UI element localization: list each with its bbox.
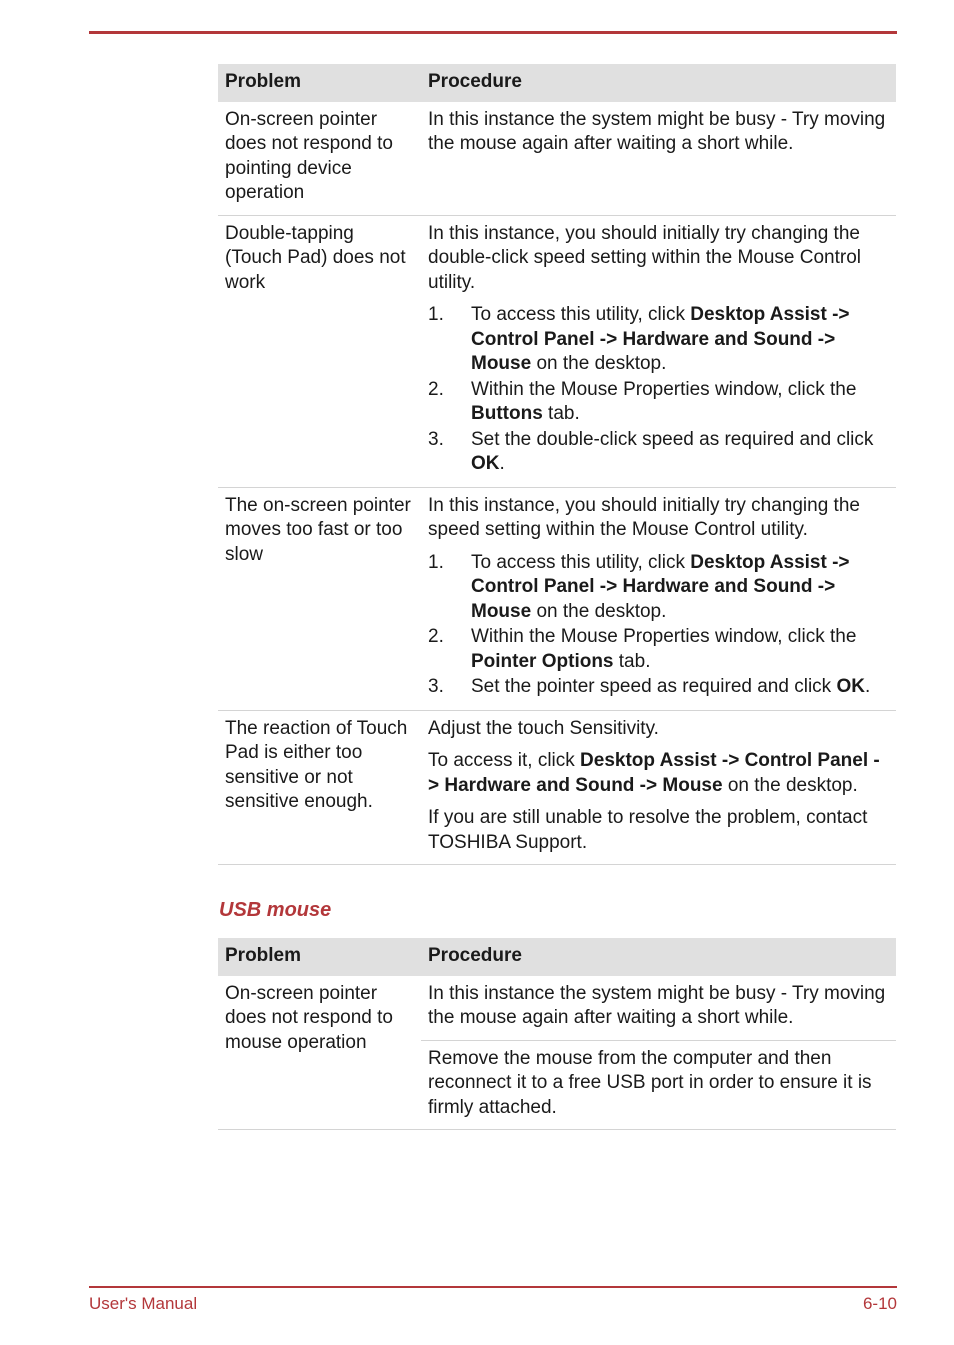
problem-cell: On-screen pointer does not respond to pointing device operation — [218, 102, 421, 216]
troubleshooting-table-usb-mouse — [218, 938, 896, 1130]
step-text: To access this utility, click — [471, 551, 691, 573]
table-row — [218, 215, 896, 487]
step-text: Within the Mouse Properties window, click the — [471, 626, 857, 647]
bottom-rule — [89, 1286, 897, 1288]
table-row — [218, 487, 896, 710]
step-ui-label: Buttons — [471, 403, 543, 424]
header-problem: Problem — [218, 938, 421, 976]
step-text: on the desktop. — [531, 600, 667, 622]
procedure-text: In this instance the system might be busy - Try moving the mouse again after waiting a short while. — [428, 108, 886, 154]
procedure-steps — [428, 551, 889, 700]
step-text: To access this utility, click — [471, 304, 691, 325]
procedure-cell — [421, 487, 896, 710]
troubleshooting-table-touchpad — [218, 64, 896, 865]
procedure-text-part: on the desktop. — [722, 774, 858, 796]
procedure-text — [428, 749, 889, 798]
procedure-cell — [421, 710, 896, 865]
header-procedure: Procedure — [421, 938, 896, 976]
procedure-cell — [421, 1040, 896, 1130]
step-menu-path: Desktop Assist -> Control Panel -> Hardware and Sound -> Mouse — [471, 304, 850, 374]
table-row — [218, 976, 896, 1041]
step-number: 2. — [428, 378, 444, 400]
step-text: Within the Mouse Properties window, click the — [471, 378, 857, 400]
footer-manual-title: User's Manual — [89, 1294, 198, 1313]
step-number: 3. — [428, 676, 444, 697]
procedure-text: If you are still unable to resolve the problem, contact TOSHIBA Support. — [428, 807, 868, 853]
procedure-text: Remove the mouse from the computer and then reconnect it to a free USB port in order to ensure it is firmly attached. — [428, 1047, 872, 1118]
problem-cell: Double-tapping (Touch Pad) does not work — [218, 215, 421, 487]
problem-cell: On-screen pointer does not respond to mouse operation — [218, 976, 421, 1130]
procedure-text-part: To access it, click — [428, 750, 581, 771]
step-item — [428, 303, 889, 377]
procedure-cell — [421, 976, 896, 1041]
procedure-cell — [421, 215, 896, 487]
section-title-usb-mouse: USB mouse — [219, 899, 332, 921]
step-text: Set the pointer speed as required and click — [471, 676, 837, 697]
step-text: . — [864, 676, 871, 697]
step-text: . — [499, 453, 505, 474]
procedure-intro: In this instance, you should initially try changing the double-click speed setting within the Mouse Control utility. — [428, 222, 862, 293]
procedure-steps — [428, 303, 889, 477]
top-rule — [89, 31, 897, 34]
step-ui-label: Pointer Options — [471, 650, 614, 672]
step-number: 2. — [428, 626, 444, 647]
procedure-intro: In this instance, you should initially try changing the speed setting within the Mouse Control utility. — [428, 494, 860, 540]
step-menu-path: Desktop Assist -> Control Panel -> Hardware and Sound -> Mouse — [471, 551, 850, 622]
step-item — [428, 625, 889, 674]
problem-cell: The reaction of Touch Pad is either too sensitive or not sensitive enough. — [218, 710, 421, 865]
step-text: tab. — [613, 650, 651, 672]
step-text: Set the double-click speed as required and click — [471, 428, 874, 450]
table-header-row — [218, 64, 896, 102]
step-number: 1. — [428, 304, 444, 325]
procedure-text: Adjust the touch Sensitivity. — [428, 717, 659, 739]
problem-cell: The on-screen pointer moves too fast or too slow — [218, 487, 421, 710]
step-ui-label: OK — [471, 453, 500, 474]
footer-page-number: 6-10 — [862, 1294, 897, 1313]
procedure-cell — [421, 102, 896, 216]
header-problem: Problem — [218, 64, 421, 102]
table-header-row — [218, 938, 896, 976]
page-content — [218, 64, 896, 1130]
table-row — [218, 710, 896, 865]
step-item — [428, 428, 889, 477]
step-item — [428, 378, 889, 427]
procedure-text: In this instance the system might be busy - Try moving the mouse again after waiting a short while. — [428, 982, 886, 1028]
step-number: 3. — [428, 428, 444, 450]
step-item — [428, 551, 889, 625]
step-text: tab. — [542, 403, 580, 424]
step-number: 1. — [428, 551, 444, 573]
header-procedure: Procedure — [421, 64, 896, 102]
step-ui-label: OK — [836, 676, 865, 697]
table-row — [218, 102, 896, 216]
procedure-menu-path: Desktop Assist -> Control Panel -> Hardware and Sound -> Mouse — [428, 750, 880, 796]
step-item — [428, 675, 889, 700]
step-text: on the desktop. — [531, 353, 667, 374]
